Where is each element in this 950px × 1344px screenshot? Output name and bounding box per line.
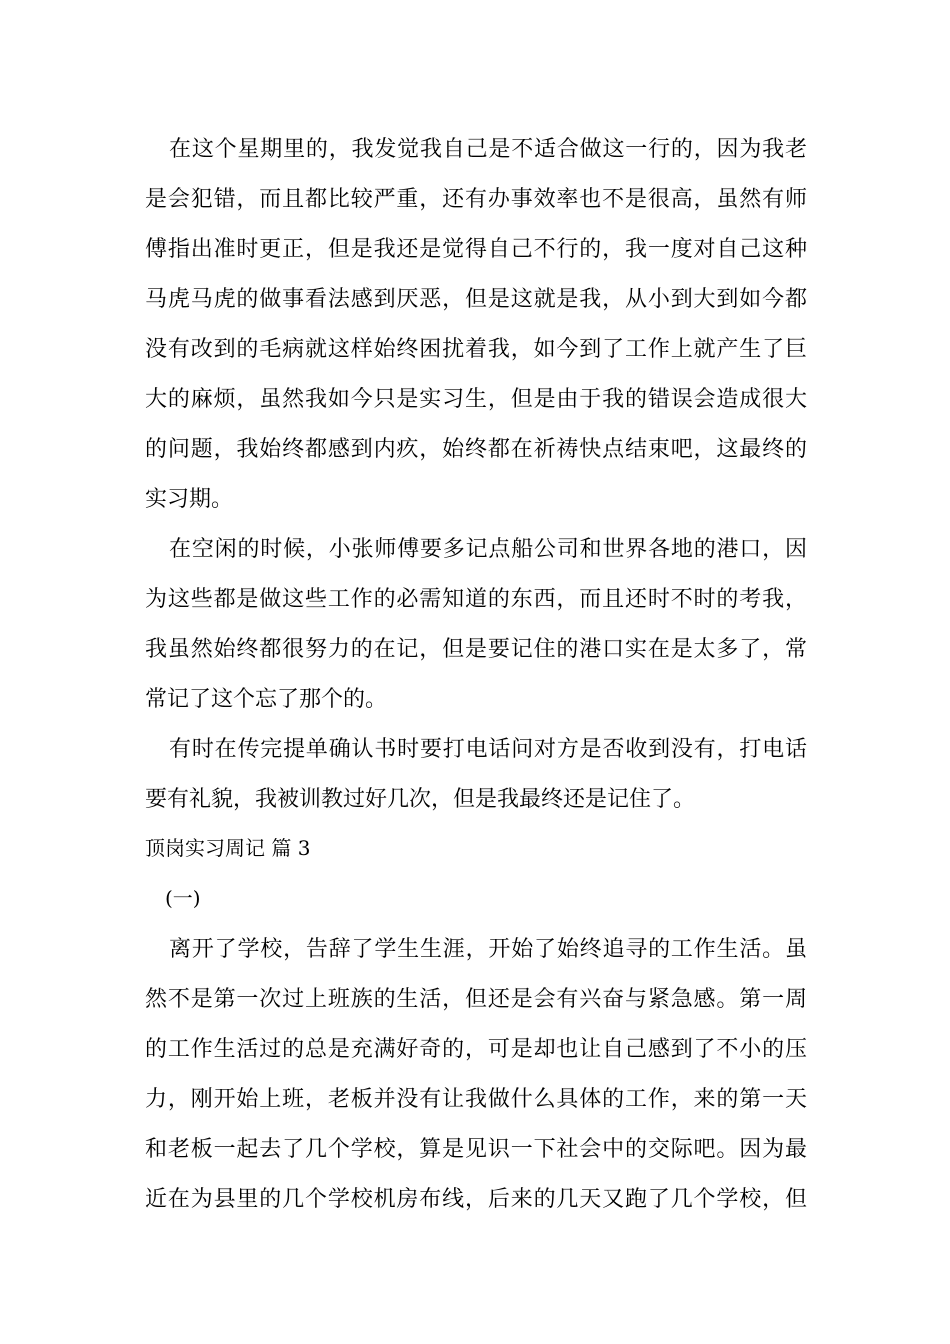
- paragraph-2-line-2: 为这些都是做这些工作的必需知道的东西，而且还时不时的考我，: [145, 587, 807, 612]
- section-heading: 顶岗实习周记 篇 3: [145, 836, 311, 860]
- paragraph-1-line-3: 傅指出准时更正，但是我还是觉得自己不行的，我一度对自己这种: [145, 237, 807, 262]
- paragraph-1-line-5: 没有改到的毛病就这样始终困扰着我，如今到了工作上就产生了巨: [145, 337, 807, 362]
- paragraph-1-line-2: 是会犯错，而且都比较严重，还有办事效率也不是很高，虽然有师: [145, 187, 807, 212]
- sub-heading: (一): [165, 886, 201, 910]
- paragraph-4-line-3: 的工作生活过的总是充满好奇的，可是却也让自己感到了不小的压: [145, 1037, 807, 1062]
- paragraph-1-line-1: 在这个星期里的，我发觉我自己是不适合做这一行的，因为我老: [169, 137, 807, 162]
- paragraph-1-line-7: 的问题，我始终都感到内疚，始终都在祈祷快点结束吧，这最终的: [145, 437, 807, 462]
- paragraph-4-line-4: 力，刚开始上班，老板并没有让我做什么具体的工作，来的第一天: [145, 1087, 807, 1112]
- paragraph-4-line-2: 然不是第一次过上班族的生活，但还是会有兴奋与紧急感。第一周: [145, 987, 807, 1012]
- paragraph-1-line-6: 大的麻烦，虽然我如今只是实习生，但是由于我的错误会造成很大: [145, 387, 807, 412]
- paragraph-4-line-6: 近在为县里的几个学校机房布线，后来的几天又跑了几个学校，但: [145, 1187, 807, 1212]
- paragraph-2-line-4: 常记了这个忘了那个的。: [145, 687, 388, 712]
- paragraph-3-line-2: 要有礼貌，我被训教过好几次，但是我最终还是记住了。: [145, 787, 696, 812]
- paragraph-1-line-4: 马虎马虎的做事看法感到厌恶，但是这就是我，从小到大到如今都: [145, 287, 807, 312]
- paragraph-3-line-1: 有时在传完提单确认书时要打电话问对方是否收到没有，打电话: [169, 737, 807, 762]
- paragraph-2-line-1: 在空闲的时候，小张师傅要多记点船公司和世界各地的港口，因: [169, 537, 807, 562]
- paragraph-1-line-8: 实习期。: [145, 487, 234, 512]
- paragraph-2-line-3: 我虽然始终都很努力的在记，但是要记住的港口实在是太多了，常: [145, 637, 807, 662]
- paragraph-4-line-5: 和老板一起去了几个学校，算是见识一下社会中的交际吧。因为最: [145, 1137, 807, 1162]
- paragraph-4-line-1: 离开了学校，告辞了学生生涯，开始了始终追寻的工作生活。虽: [169, 937, 807, 962]
